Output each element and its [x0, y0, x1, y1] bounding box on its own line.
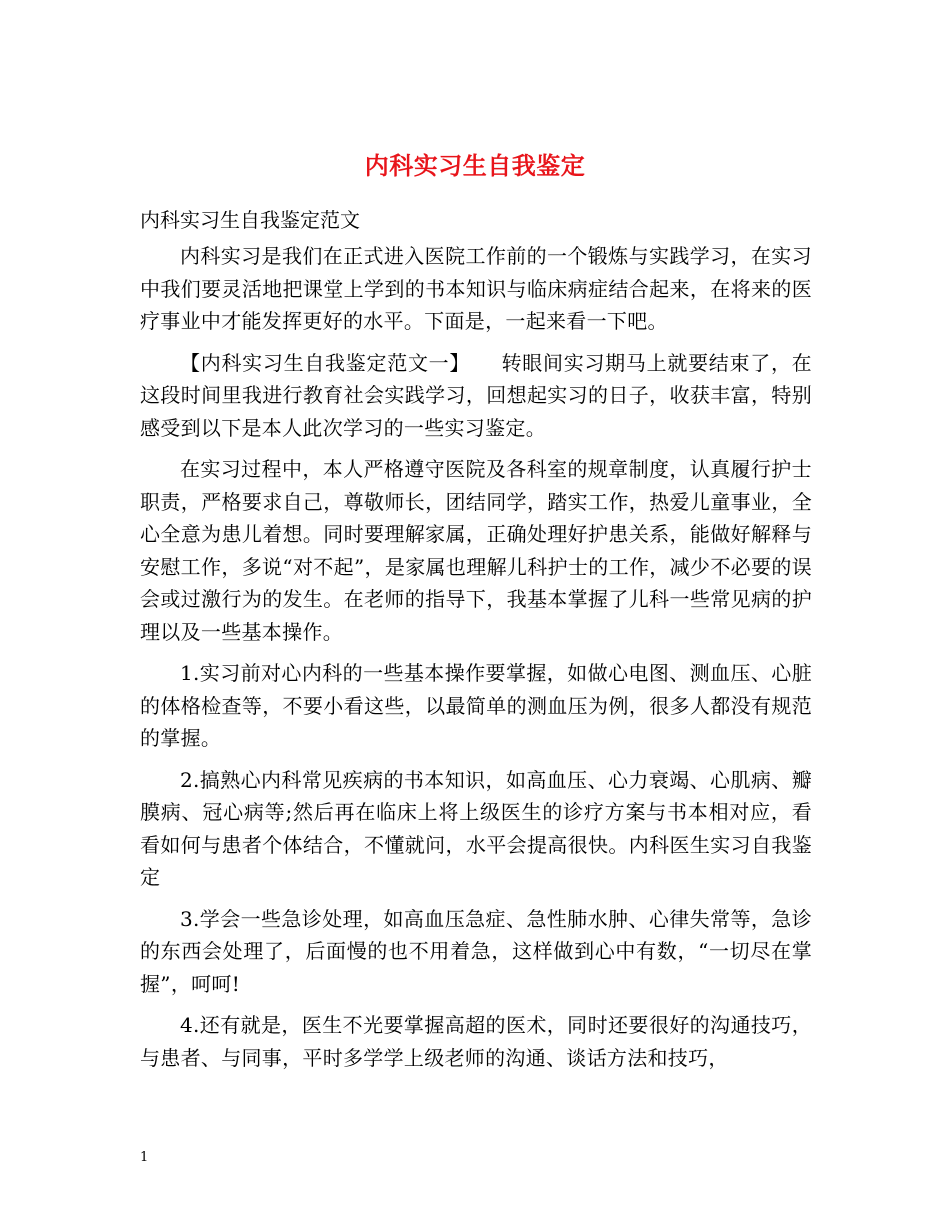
section-subtitle: 内科实习生自我鉴定范文	[140, 208, 360, 232]
paragraph-intro: 内科实习是我们在正式进入医院工作前的一个锻炼与实践学习，在实习中我们要灵活地把课堂上学到的书本知识与临床病症结合起来，在将来的医疗事业中才能发挥更好的水平。下面是，一起来看一下吧。	[140, 244, 812, 333]
paragraph-item-1: 1.实习前对心内科的一些基本操作要掌握，如做心电图、测血压、心脏的体格检查等，不要小看这些，以最简单的测血压为例，很多人都没有规范的掌握。	[140, 661, 812, 750]
page-title: 内科实习生自我鉴定	[364, 151, 586, 181]
page-number: 1	[140, 1150, 149, 1165]
paragraph-sample-one: 【内科实习生自我鉴定范文一】 转眼间实习期马上就要结束了，在这段时间里我进行教育社会实践学习，回想起实习的日子，收获丰富，特别感受到以下是本人此次学习的一些实习鉴定。	[140, 350, 812, 440]
paragraph-item-3: 3.学会一些急诊处理，如高血压急症、急性肺水肿、心律失常等，急诊的东西会处理了，后面慢的也不用着急，这样做到心中有数，“一切尽在掌握”，呵呵!	[140, 906, 812, 996]
document-body	[140, 240, 812, 1083]
paragraph-item-4: 4.还有就是，医生不光要掌握高超的医术，同时还要很好的沟通技巧，与患者、与同事，平时多学学上级老师的沟通、谈话方法和技巧，	[140, 1013, 812, 1070]
paragraph-item-2: 2.搞熟心内科常见疾病的书本知识，如高血压、心力衰竭、心肌病、瓣膜病、冠心病等;然后再在临床上将上级医生的诊疗方案与书本相对应，看看如何与患者个体结合，不懂就问，水平会提高很快。内科医生实习自我鉴定	[140, 767, 812, 889]
paragraph-practice: 在实习过程中，本人严格遵守医院及各科室的规章制度，认真履行护士职责，严格要求自己，尊敬师长，团结同学，踏实工作，热爱儿童事业，全心全意为患儿着想。同时要理解家属，正确处理好护患关系，能做好解释与安慰工作，多说“对不起”，是家属也理解儿科护士的工作，减少不必要的误会或过激行为的发生。在老师的指导下，我基本掌握了儿科一些常见病的护理以及一些基本操作。	[140, 457, 812, 644]
